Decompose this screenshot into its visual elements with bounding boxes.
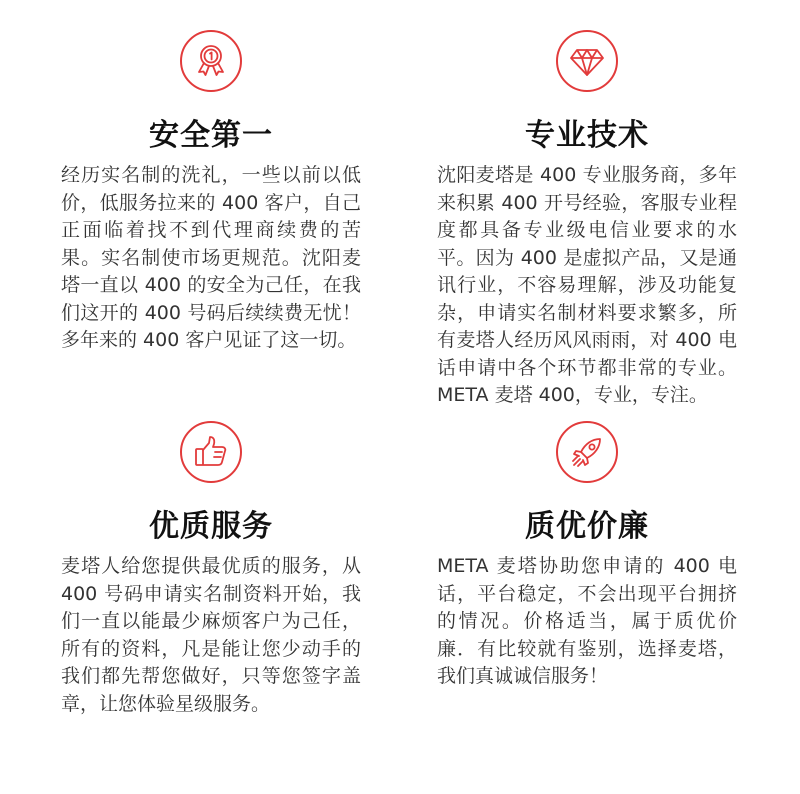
feature-card-value bbox=[437, 421, 737, 691]
card-title: 安全第一 bbox=[149, 118, 273, 153]
rocket-icon bbox=[556, 421, 618, 483]
medal-icon bbox=[180, 30, 242, 92]
feature-card-service bbox=[61, 421, 361, 718]
feature-card-safety bbox=[61, 30, 361, 355]
card-title: 质优价廉 bbox=[525, 509, 649, 544]
card-text: META 麦塔协助您申请的 400 电话，平台稳定，不会出现平台拥挤的情况。价格适当，属于质优价廉．有比较就有鉴别，选择麦塔，我们真诚诚信服务！ bbox=[437, 555, 737, 687]
card-title: 优质服务 bbox=[149, 509, 273, 544]
card-title: 专业技术 bbox=[525, 118, 649, 153]
thumbs-up-icon bbox=[180, 421, 242, 483]
diamond-icon bbox=[556, 30, 618, 92]
card-text: 经历实名制的洗礼，一些以前以低价，低服务拉来的 400 客户，自己正面临着找不到代理商续费的苦果。实名制使市场更规范。沈阳麦塔一直以 400 的安全为己任，在我们这开的 400 号码后续续费无忧！多年来的 400 客户见证了这一切。 bbox=[61, 164, 361, 351]
card-text: 沈阳麦塔是 400 专业服务商，多年来积累 400 开号经验，客服专业程度都具备专业级电信业要求的水平。因为 400 是虚拟产品，又是通讯行业，不容易理解，涉及功能复杂，申请实名制材料要求繁多，所有麦塔人经历风风雨雨，对 400 电话申请中各个环节都非常的专业。META 麦塔 400，专业，专注。 bbox=[437, 164, 737, 406]
feature-card-expertise bbox=[437, 30, 737, 410]
card-text: 麦塔人给您提供最优质的服务，从 400 号码申请实名制资料开始，我们一直以能最少麻烦客户为己任，所有的资料，凡是能让您少动手的我们都先帮您做好，只等您签字盖章，让您体验星级服务。 bbox=[61, 555, 361, 715]
